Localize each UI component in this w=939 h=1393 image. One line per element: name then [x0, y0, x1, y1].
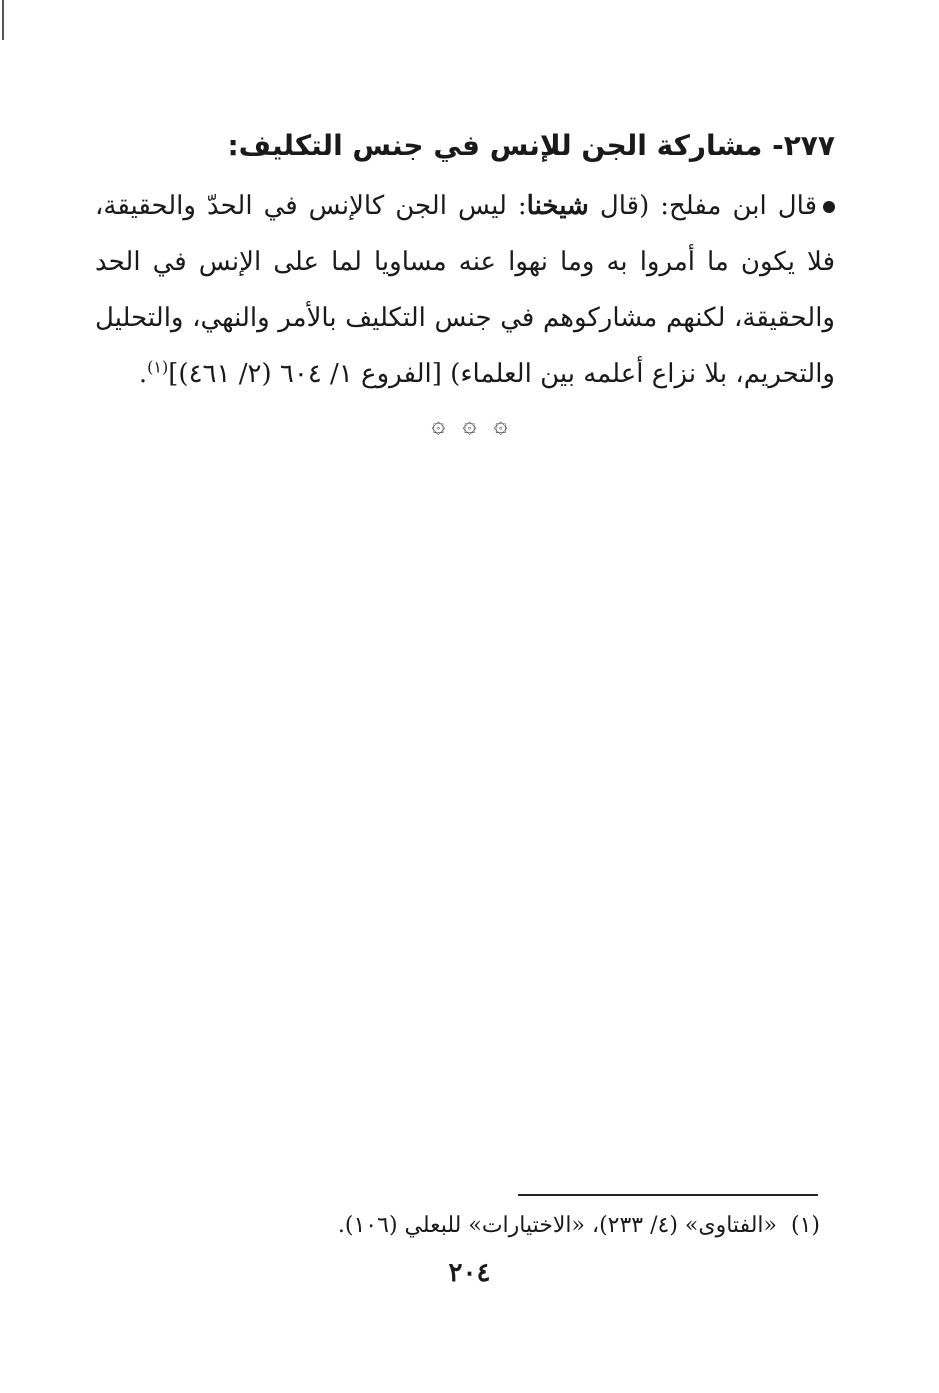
section-divider — [0, 410, 939, 438]
footnote-text: «الفتاوى» (٤/ ٢٣٣)، «الاختيارات» للبعلي (١٠٦). — [337, 1213, 777, 1238]
footnote-number: (١) — [790, 1213, 820, 1238]
section-number: ٢٧٧- — [772, 129, 835, 162]
page-number: ٢٠٤ — [448, 1258, 491, 1288]
ornament-icon: ۞ — [462, 410, 477, 438]
paragraph-bold-phrase: شيخنا — [526, 191, 589, 221]
footnote-separator — [518, 1194, 818, 1196]
section-title: مشاركة الجن للإنس في جنس التكليف: — [227, 129, 763, 162]
section-heading — [95, 122, 835, 170]
scan-edge-mark — [2, 0, 4, 40]
paragraph-intro: قال ابن مفلح: (قال — [588, 191, 817, 221]
footnote — [95, 1206, 820, 1246]
ornament-icon: ۞ — [431, 410, 446, 438]
footnote-reference: (١) — [147, 357, 169, 377]
paragraph-text: : ليس الجن كالإنس في الحدّ والحقيقة، فلا يكون ما أمروا به وما نهوا عنه مساويا لما على الإنس في الحد والحقيقة، لكنهم مشاركوهم في جنس التكليف بالأمر والنهي، والتحليل والتحريم، بلا نزاع أعلمه بين العلماء) [الفروع ١/ ٦٠٤ (٢/ ٤٦١)] — [95, 191, 835, 389]
ornament-icon: ۞ — [493, 410, 508, 438]
body-paragraph — [95, 178, 835, 402]
paragraph-end: . — [138, 359, 148, 389]
bullet-icon — [823, 201, 835, 213]
